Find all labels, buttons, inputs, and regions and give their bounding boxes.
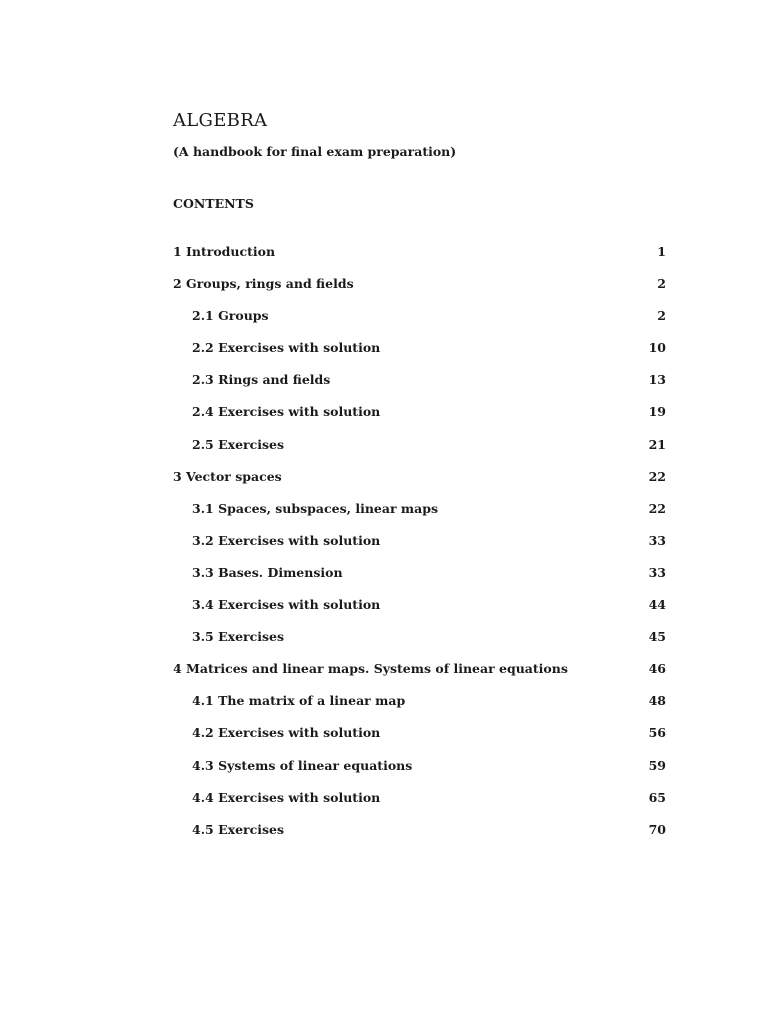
toc-entry-label: 2.5 Exercises [192,436,285,452]
toc-entry-label: 2.1 Groups [192,308,269,324]
toc-entry-label: 2.4 Exercises with solution [192,404,381,420]
toc-entry-page: 45 [648,629,666,645]
toc-entry-page: 13 [648,372,666,388]
toc-entry-label: 3.1 Spaces, subspaces, linear maps [192,500,438,516]
toc-entry [173,404,666,436]
toc-entry-label: 4 Matrices and linear maps. Systems of linear equations [173,661,568,677]
toc-entry [173,437,666,469]
toc-entry-page: 33 [648,564,666,580]
toc-entry-page: 70 [648,821,666,837]
toc-entry-page: 2 [657,308,666,324]
toc-entry-label: 4.5 Exercises [192,821,285,837]
contents-heading: CONTENTS [173,196,254,211]
toc-entry-label: 3 Vector spaces [173,468,282,484]
toc-entry-page: 2 [657,276,666,292]
table-of-contents [173,244,666,854]
toc-entry-page: 22 [648,468,666,484]
toc-entry-label: 3.5 Exercises [192,629,285,645]
toc-entry [173,822,666,854]
toc-entry [173,725,666,757]
toc-entry [173,340,666,372]
toc-entry-page: 19 [648,404,666,420]
toc-entry [173,276,666,308]
toc-entry-label: 4.4 Exercises with solution [192,789,381,805]
toc-entry-page: 1 [657,244,666,259]
toc-entry-label: 4.3 Systems of linear equations [192,757,413,773]
toc-entry [173,372,666,404]
toc-entry [173,693,666,725]
toc-entry [173,565,666,597]
toc-entry-label: 3.4 Exercises with solution [192,597,381,613]
toc-entry [173,597,666,629]
toc-entry-page: 48 [648,693,666,709]
toc-entry [173,244,666,276]
toc-entry-label: 2 Groups, rings and fields [173,276,354,292]
document-title: ALGEBRA [173,110,268,131]
toc-entry-label: 3.3 Bases. Dimension [192,564,343,580]
toc-entry-label: 4.2 Exercises with solution [192,725,381,741]
toc-entry-page: 21 [648,436,666,452]
toc-entry-page: 56 [648,725,666,741]
toc-entry-label: 2.2 Exercises with solution [192,340,381,356]
toc-entry [173,469,666,501]
toc-entry-label: 4.1 The matrix of a linear map [192,693,406,709]
toc-entry-label: 1 Introduction [173,244,276,259]
toc-entry [173,629,666,661]
toc-entry-page: 10 [648,340,666,356]
toc-entry-page: 46 [648,661,666,677]
toc-entry [173,308,666,340]
toc-entry [173,501,666,533]
toc-entry-label: 2.3 Rings and fields [192,372,331,388]
toc-entry [173,533,666,565]
document-subtitle: (A handbook for final exam preparation) [173,144,457,159]
toc-entry-label: 3.2 Exercises with solution [192,532,381,548]
toc-entry-page: 65 [648,789,666,805]
toc-entry-page: 22 [648,500,666,516]
toc-entry-page: 33 [648,532,666,548]
toc-entry [173,758,666,790]
toc-entry [173,790,666,822]
toc-entry-page: 59 [648,757,666,773]
toc-entry-page: 44 [648,597,666,613]
toc-entry [173,661,666,693]
